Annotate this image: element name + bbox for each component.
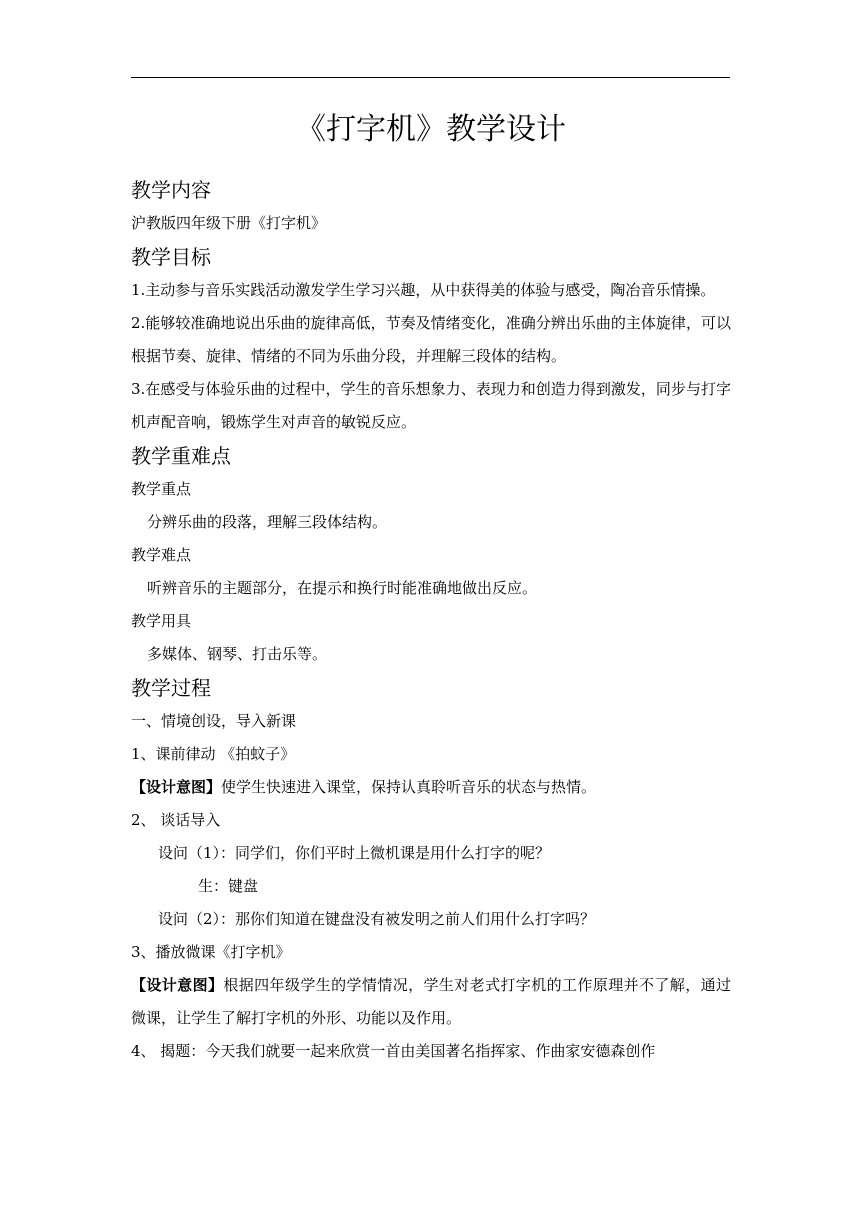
- document-title: 《打字机》教学设计: [296, 112, 566, 147]
- section-heading-process: 教学过程: [131, 676, 211, 700]
- section-heading-content: 教学内容: [131, 178, 211, 202]
- section-heading-key-points: 教学重难点: [131, 444, 231, 468]
- design-intent-text: 使学生快速进入课堂，保持认真聆听音乐的状态与热情。: [221, 778, 597, 796]
- design-intent-1: [131, 771, 731, 804]
- goal-item-1: 1.主动参与音乐实践活动激发学生学习兴趣，从中获得美的体验与感受，陶冶音乐情操。: [131, 281, 716, 299]
- goal-item-2: 2.能够较准确地说出乐曲的旋律高低，节奏及情绪变化，准确分辨出乐曲的主体旋律，可以根据节奏、旋律、情绪的不同为乐曲分段，并理解三段体的结构。: [131, 314, 731, 365]
- difficulty-label: 教学难点: [131, 546, 192, 564]
- process-step-3: 3、播放微课《打字机》: [131, 943, 291, 961]
- design-intent-text: 根据四年级学生的学情情况，学生对老式打字机的工作原理并不了解，通过微课，让学生了解打字机的外形、功能以及作用。: [131, 976, 731, 1027]
- process-step-1: 1、课前律动 《拍蚊子》: [131, 745, 296, 763]
- goal-item-3: 3.在感受与体验乐曲的过程中，学生的音乐想象力、表现力和创造力得到激发，同步与打字机声配音响，锻炼学生对声音的敏锐反应。: [131, 380, 731, 431]
- design-intent-label: 【设计意图】: [131, 778, 222, 796]
- focus-label: 教学重点: [131, 480, 192, 498]
- design-intent-label: 【设计意图】: [131, 976, 224, 994]
- process-part-1: 一、情境创设，导入新课: [131, 712, 297, 730]
- process-step-2: 2、 谈话导入: [131, 811, 221, 829]
- content-text: 沪教版四年级下册《打字机》: [131, 214, 327, 232]
- answer-1: 生：键盘: [198, 877, 259, 895]
- design-intent-3: [131, 969, 731, 1035]
- question-2: 设问（2）：那你们知道在键盘没有被发明之前人们用什么打字吗？: [158, 910, 596, 928]
- difficulty-text: 听辨音乐的主题部分，在提示和换行时能准确地做出反应。: [147, 579, 538, 597]
- document-body: [131, 100, 731, 1068]
- question-1: 设问（1）：同学们，你们平时上微机课是用什么打字的呢？: [158, 844, 551, 862]
- section-heading-goals: 教学目标: [131, 245, 211, 269]
- focus-text: 分辨乐曲的段落，理解三段体结构。: [147, 513, 388, 531]
- tools-label: 教学用具: [131, 612, 192, 630]
- tools-text: 多媒体、钢琴、打击乐等。: [147, 645, 328, 663]
- process-step-4: 4、 揭题：今天我们就要一起来欣赏一首由美国著名指挥家、作曲家安德森创作: [131, 1042, 656, 1060]
- header-rule: [131, 77, 730, 78]
